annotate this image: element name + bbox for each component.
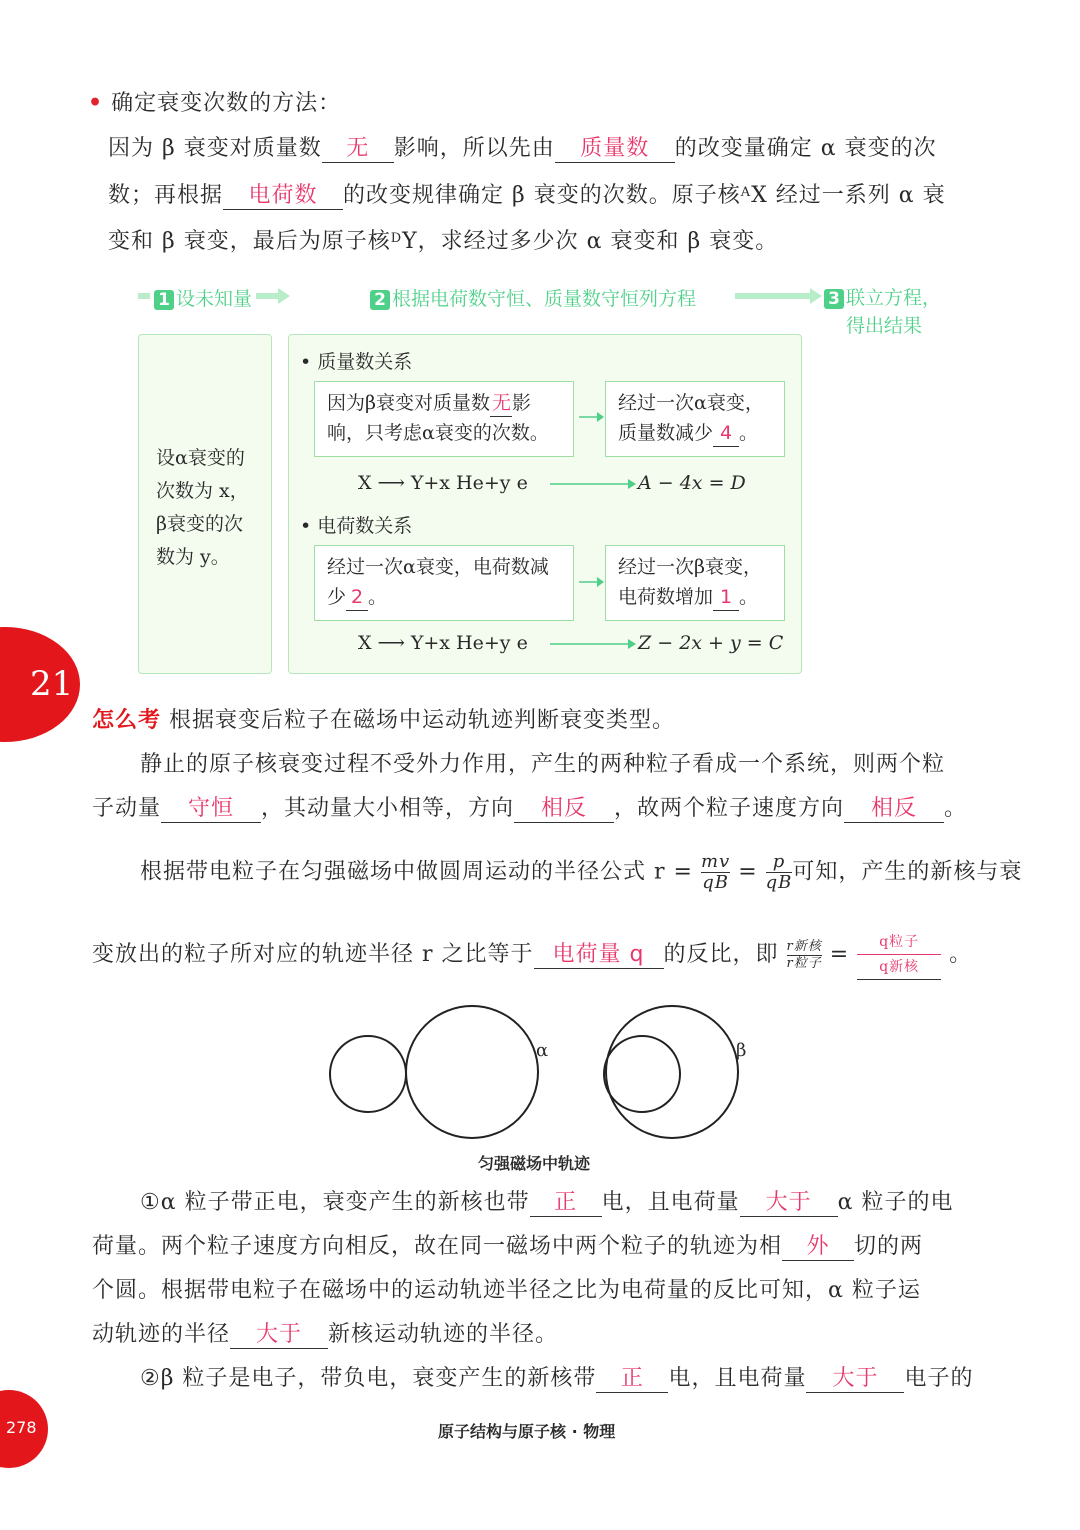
charge-title: • 电荷数关系 — [300, 515, 413, 537]
alpha-label: α — [536, 1040, 549, 1061]
beta-small-circle — [604, 1036, 680, 1112]
answer-blank: 无 — [322, 136, 394, 163]
charge-equation: X ⟶ Y+x He+y e — [358, 632, 528, 654]
mass-result: A − 4x = D — [638, 472, 746, 494]
para1-line2: 数；再根据 电荷数 的改变规律确定 β 衰变的次数。原子核$^A$X 经过一系列 α 衰 — [108, 183, 946, 208]
step-2: 2 根据电荷数守恒、质量数守恒列方程 — [366, 284, 700, 311]
footer-title: 原子结构与原子核 · 物理 — [438, 1422, 616, 1441]
figure-caption: 匀强磁场中轨迹 — [478, 1154, 591, 1173]
para2-line1: 静止的原子核衰变过程不受外力作用，产生的两种粒子看成一个系统，则两个粒 — [140, 752, 946, 777]
arrow-icon — [577, 574, 605, 590]
arrow-icon — [577, 409, 605, 425]
charge-result: Z − 2x + y = C — [638, 632, 784, 654]
beta-large-circle — [606, 1006, 738, 1138]
mass-equation: X ⟶ Y+x He+y e — [358, 472, 528, 494]
para1-line3: 变和 β 衰变，最后为原子核$^D$Y，求经过多少次 α 衰变和 β 衰变。 — [108, 229, 779, 254]
para3-line1: 根据带电粒子在匀强磁场中做圆周运动的半径公式 r = $\frac{mv}{qB}$ = $\frac{p}{qB}$ 可知，产生的新核与衰 — [140, 851, 1023, 893]
para4-line3: 个圆。根据带电粒子在磁场中的运动轨迹半径之比为电荷量的反比可知，α 粒子运 — [92, 1278, 921, 1303]
section-heading: • 确定衰变次数的方法： — [88, 90, 342, 116]
charge-box-2: 经过一次β衰变，电荷数增加 1 。 — [605, 545, 785, 621]
step-3: 3 联立方程， 得出结果 — [824, 284, 941, 340]
para2-line2: 子动量 守恒 ，其动量大小相等，方向 相反 ，故两个粒子速度方向 相反 。 — [92, 796, 968, 821]
trajectory-figure — [320, 1000, 780, 1150]
unknown-text: 设α衰变的 次数为 x， β衰变的次 数为 y。 — [156, 447, 249, 568]
beta-label: β — [736, 1040, 747, 1061]
alpha-small-circle — [330, 1036, 406, 1112]
para4-line4: 动轨迹的半径 大于 新核运动轨迹的半径。 — [92, 1322, 559, 1347]
arrow-icon — [548, 636, 638, 652]
para4-line2: 荷量。两个粒子速度方向相反，故在同一磁场中两个粒子的轨迹为相 外 切的两 — [92, 1234, 924, 1259]
mass-box-2: 经过一次α衰变，质量数减少 4 。 — [605, 381, 785, 457]
mass-title: • 质量数关系 — [300, 351, 413, 373]
answer-blank: 电荷数 — [223, 183, 343, 210]
howto-line: 怎么考 根据衰变后粒子在磁场中运动轨迹判断衰变类型。 — [92, 708, 676, 733]
para5-line1: ②β 粒子是电子，带负电，衰变产生的新核带 正 电，且电荷量 大于 电子的 — [140, 1366, 974, 1391]
para1-line1: 因为 β 衰变对质量数 无 影响，所以先由 质量数 的改变量确定 α 衰变的次 — [108, 136, 937, 161]
step-1: 1 设未知量 — [150, 284, 256, 311]
answer-blank: 质量数 — [555, 136, 675, 163]
alpha-large-circle — [406, 1006, 538, 1138]
arrow-icon — [548, 476, 638, 492]
charge-box-1: 经过一次α衰变，电荷数减少 2 。 — [314, 545, 574, 621]
para4-line1: ①α 粒子带正电，衰变产生的新核也带 正 电，且电荷量 大于 α 粒子的电 — [140, 1190, 954, 1215]
para3-line2: 变放出的粒子所对应的轨迹半径 r 之比等于 电荷量 q 的反比，即 r新核 r粒子 = q粒子 q新核 。 — [92, 930, 972, 980]
page-number: 278 — [6, 1418, 37, 1437]
chapter-number: 21 — [30, 664, 74, 704]
howto-label: 怎么考 — [92, 708, 162, 733]
bullet-icon: • — [88, 90, 104, 116]
mass-box-1: 因为β衰变对质量数 无影响，只考虑α衰变的次数。 — [314, 381, 574, 457]
